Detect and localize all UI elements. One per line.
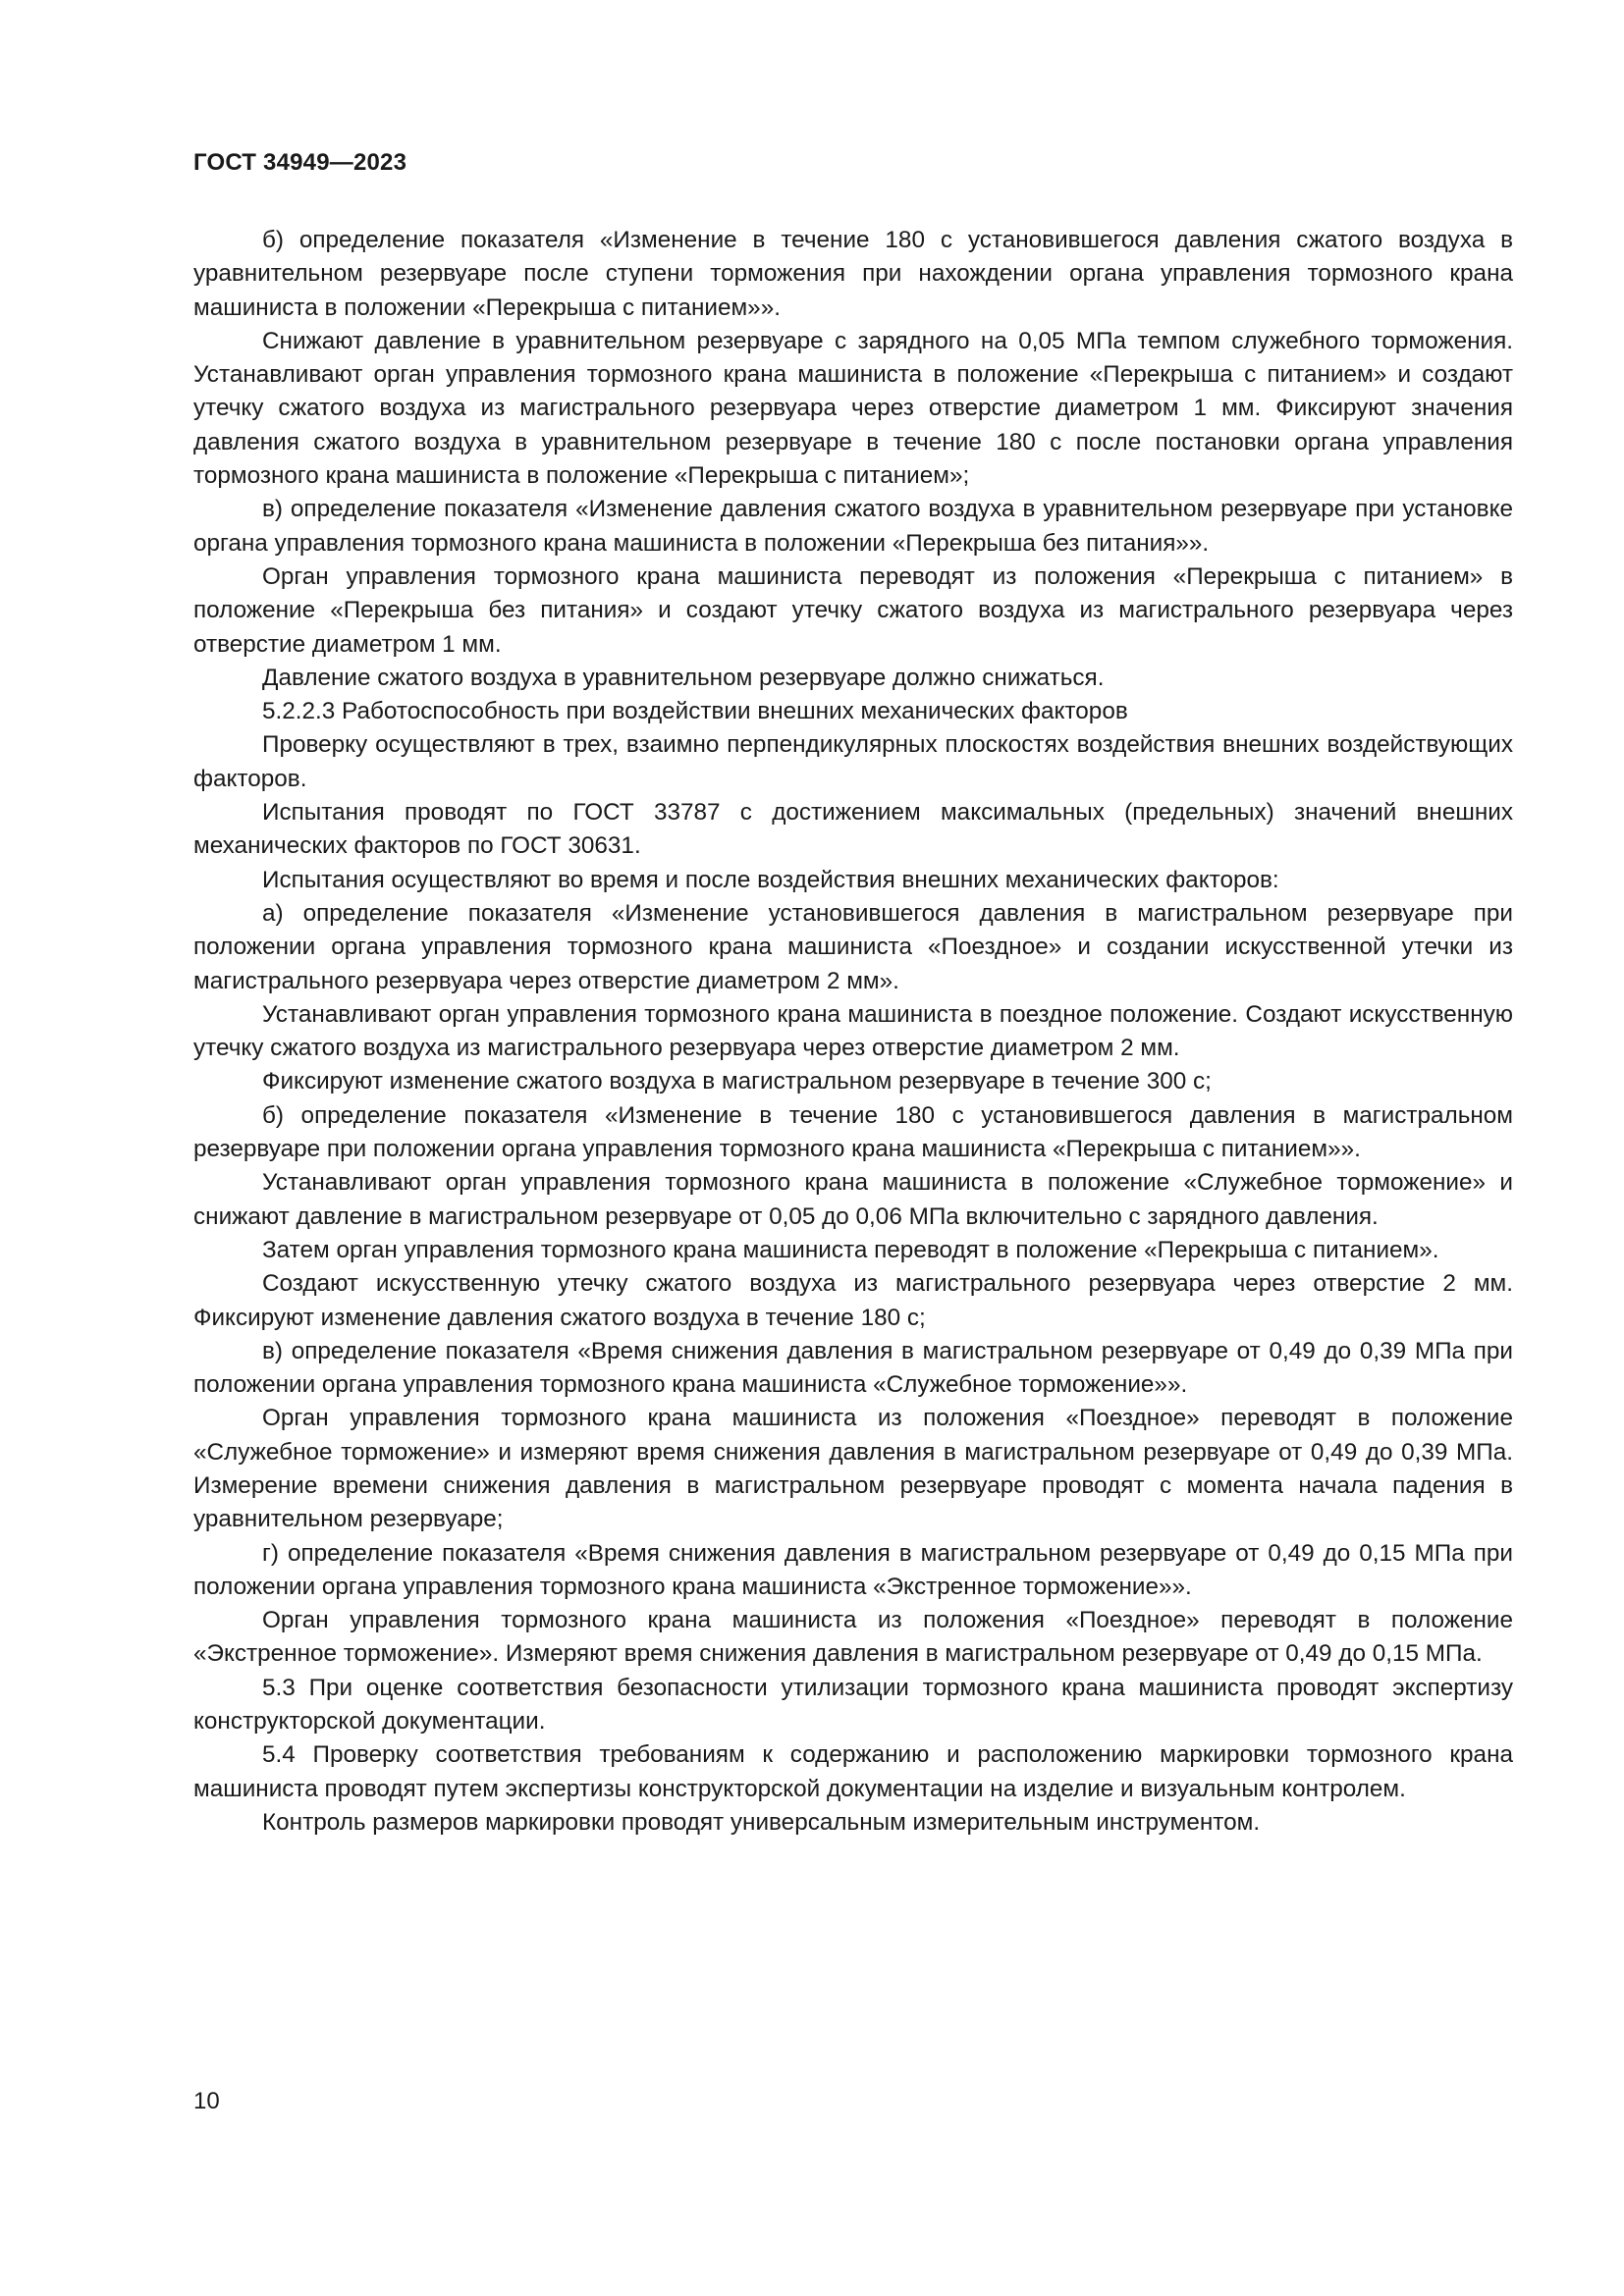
paragraph-v-time-049-039: в) определение показателя «Время снижения давления в магистральном резервуаре от 0,49 до 0,39 МПа при положении органа управления тормозного крана машиниста «Служебное торможение»». xyxy=(193,1337,1513,1399)
paragraph-record-300s: Фиксируют изменение сжатого воздуха в магистральном резервуаре в течение 300 с; xyxy=(262,1068,1212,1095)
paragraph-marking-size-control: Контроль размеров маркировки проводят универсальным измерительным инструментом. xyxy=(262,1808,1261,1836)
page-number: 10 xyxy=(193,2088,220,2114)
paragraph-5-3-disposal: 5.3 При оценке соответствия безопасности утилизации тормозного крана машиниста проводят экспертизу конструкторской документации. xyxy=(193,1674,1513,1735)
paragraph-procedure-measure-time: Орган управления тормозного крана машиниста из положения «Поездное» переводят в положение «Служебное торможение» и измеряют время снижения давления в магистральном резервуаре от 0,49 до 0,39 МПа. Измерение времени снижения давления в магистральном резервуаре проводят с момента начала падения в уравнительном резервуаре; xyxy=(193,1405,1513,1533)
paragraph-procedure-emergency: Орган управления тормозного крана машиниста из положения «Поездное» переводят в положение «Экстренное торможение». Измеряют время снижения давления в магистральном резервуаре от 0,49 до 0,15 МПа. xyxy=(193,1607,1513,1668)
paragraph-gost-33787: Испытания проводят по ГОСТ 33787 с достижением максимальных (предельных) значений внешних механических факторов по ГОСТ 30631. xyxy=(193,799,1513,860)
document-header-code: ГОСТ 34949—2023 xyxy=(193,149,407,176)
paragraph-a-main-tank-leak: а) определение показателя «Изменение установившегося давления в магистральном резервуаре при положении органа управления тормозного крана машиниста «Поездное» и создании искусственной утечки из магистрального резервуара через отверстие диаметром 2 мм». xyxy=(193,899,1513,994)
paragraph-g-time-049-015: г) определение показателя «Время снижения давления в магистральном резервуаре от 0,49 до 0,15 МПа при положении органа управления тормозного крана машиниста «Экстренное торможение»». xyxy=(193,1539,1513,1600)
paragraph-procedure-lap-transfer: Орган управления тормозного крана машиниста переводят из положения «Перекрыша с питанием» в положение «Перекрыша без питания» и создают утечку сжатого воздуха из магистрального резервуара через отверстие диаметром 1 мм. xyxy=(193,562,1513,658)
paragraph-switch-lap-with-feed: Затем орган управления тормозного крана машиниста переводят в положение «Перекрыша с питанием». xyxy=(262,1236,1439,1263)
paragraph-5-4-marking: 5.4 Проверку соответствия требованиям к содержанию и расположению маркировки тормозного крана машиниста проводят путем экспертизы конструкторской документации на изделие и визуальным контролем. xyxy=(193,1741,1513,1802)
paragraph-procedure-train-position: Устанавливают орган управления тормозного крана машиниста в поездное положение. Создают искусственную утечку сжатого воздуха из магистрального резервуара через отверстие диаметром 2 мм. xyxy=(193,1000,1513,1062)
paragraph-b-equalizing-tank-180s: б) определение показателя «Изменение в течение 180 с установившегося давления сжатого воздуха в уравнительном резервуаре после ступени торможения при нахождении органа управления тормозного крана машиниста в положении «Перекрыша с питанием»». xyxy=(193,227,1513,321)
document-body xyxy=(193,224,1513,1840)
paragraph-tests-during-after: Испытания осуществляют во время и после воздействия внешних механических факторов: xyxy=(262,866,1279,893)
paragraph-procedure-service-braking: Снижают давление в уравнительном резервуаре с зарядного на 0,05 МПа темпом служебного торможения. Устанавливают орган управления тормозного крана машиниста в положение «Перекрыша с питанием» и создают утечку сжатого воздуха из магистрального резервуара через отверстие диаметром 1 мм. Фиксируют значения давления сжатого воздуха в уравнительном резервуаре в течение 180 с после постановки органа управления тормозного крана машиниста в положение «Перекрыша с питанием»; xyxy=(193,327,1513,490)
paragraph-three-planes: Проверку осуществляют в трех, взаимно перпендикулярных плоскостях воздействия внешних воздействующих факторов. xyxy=(193,731,1513,792)
paragraph-v-lap-without-feed: в) определение показателя «Изменение давления сжатого воздуха в уравнительном резервуаре при установке органа управления тормозного крана машиниста в положении «Перекрыша без питания»». xyxy=(193,496,1513,557)
paragraph-b-main-tank-180s: б) определение показателя «Изменение в течение 180 с установившегося давления в магистральном резервуаре при положении органа управления тормозного крана машиниста «Перекрыша с питанием»». xyxy=(193,1101,1513,1163)
section-heading-5-2-2-3: 5.2.2.3 Работоспособность при воздействии внешних механических факторов xyxy=(262,698,1128,725)
paragraph-artificial-leak-180s: Создают искусственную утечку сжатого воздуха из магистрального резервуара через отверстие 2 мм. Фиксируют изменение давления сжатого воздуха в течение 180 с; xyxy=(193,1270,1513,1331)
paragraph-procedure-service-braking-main: Устанавливают орган управления тормозного крана машиниста в положение «Служебное торможение» и снижают давление в магистральном резервуаре от 0,05 до 0,06 МПа включительно с зарядного давления. xyxy=(193,1169,1513,1230)
paragraph-pressure-should-drop: Давление сжатого воздуха в уравнительном резервуаре должно снижаться. xyxy=(262,664,1105,691)
